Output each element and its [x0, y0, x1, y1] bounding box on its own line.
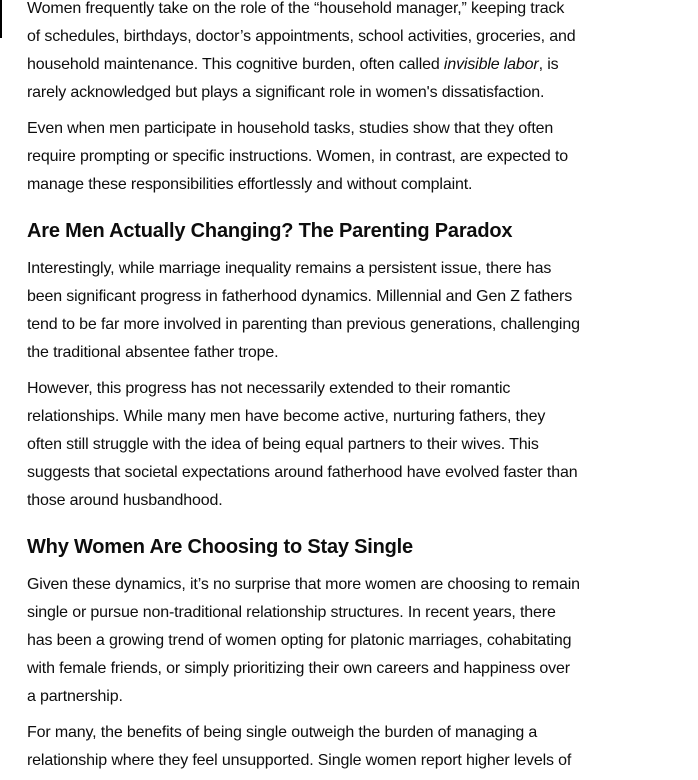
paragraph-fatherhood-progress	[27, 255, 671, 367]
text-line: Women frequently take on the role of the “household manager,” keeping track	[27, 0, 565, 17]
text-line: with female friends, or simply prioritizing their own careers and happiness over	[27, 660, 570, 677]
text-line: manage these responsibilities effortlessly and without complaint.	[27, 176, 473, 193]
heading-parenting-paradox: Are Men Actually Changing? The Parenting Paradox	[27, 220, 513, 242]
text-line: single or pursue non-traditional relationship structures. In recent years, there	[27, 604, 556, 621]
text-line: relationships. While many men have become active, nurturing fathers, they	[27, 408, 546, 425]
paragraph-benefits-single	[27, 719, 671, 775]
text-line: often still struggle with the idea of being equal partners to their wives. This	[27, 436, 539, 453]
text-line: tend to be far more involved in parenting than previous generations, challenging	[27, 316, 580, 333]
text-line: Interestingly, while marriage inequality remains a persistent issue, there has	[27, 260, 552, 277]
text-line: Given these dynamics, it’s no surprise that more women are choosing to remain	[27, 576, 580, 593]
text-line: a partnership.	[27, 688, 123, 705]
text-line: has been a growing trend of women opting for platonic marriages, cohabitating	[27, 632, 572, 649]
text-line: been significant progress in fatherhood dynamics. Millennial and Gen Z fathers	[27, 288, 573, 305]
text-line: relationship where they feel unsupported. Single women report higher levels of	[27, 752, 572, 769]
text-line: For many, the benefits of being single outweigh the burden of managing a	[27, 724, 538, 741]
paragraph-choosing-single	[27, 571, 671, 711]
text-line: household maintenance. This cognitive burden, often called invisible labor, is	[27, 56, 559, 73]
text-line: rarely acknowledged but plays a significant role in women's dissatisfaction.	[27, 84, 545, 101]
text-line: of schedules, birthdays, doctor’s appointments, school activities, groceries, and	[27, 28, 576, 45]
italic-text: invisible labor	[443, 56, 539, 73]
paragraph-household-manager	[27, 0, 671, 107]
text-line: the traditional absentee father trope.	[27, 344, 279, 361]
heading-staying-single: Why Women Are Choosing to Stay Single	[27, 536, 413, 558]
text-line: those around husbandhood.	[27, 492, 223, 509]
paragraph-romantic-relationships	[27, 375, 671, 515]
text-line: However, this progress has not necessarily extended to their romantic	[27, 380, 511, 397]
text-line: Even when men participate in household tasks, studies show that they often	[27, 120, 554, 137]
text-line: suggests that societal expectations around fatherhood have evolved faster than	[27, 464, 578, 481]
paragraph-men-participation	[27, 115, 671, 199]
text-line: require prompting or specific instructions. Women, in contrast, are expected to	[27, 148, 569, 165]
